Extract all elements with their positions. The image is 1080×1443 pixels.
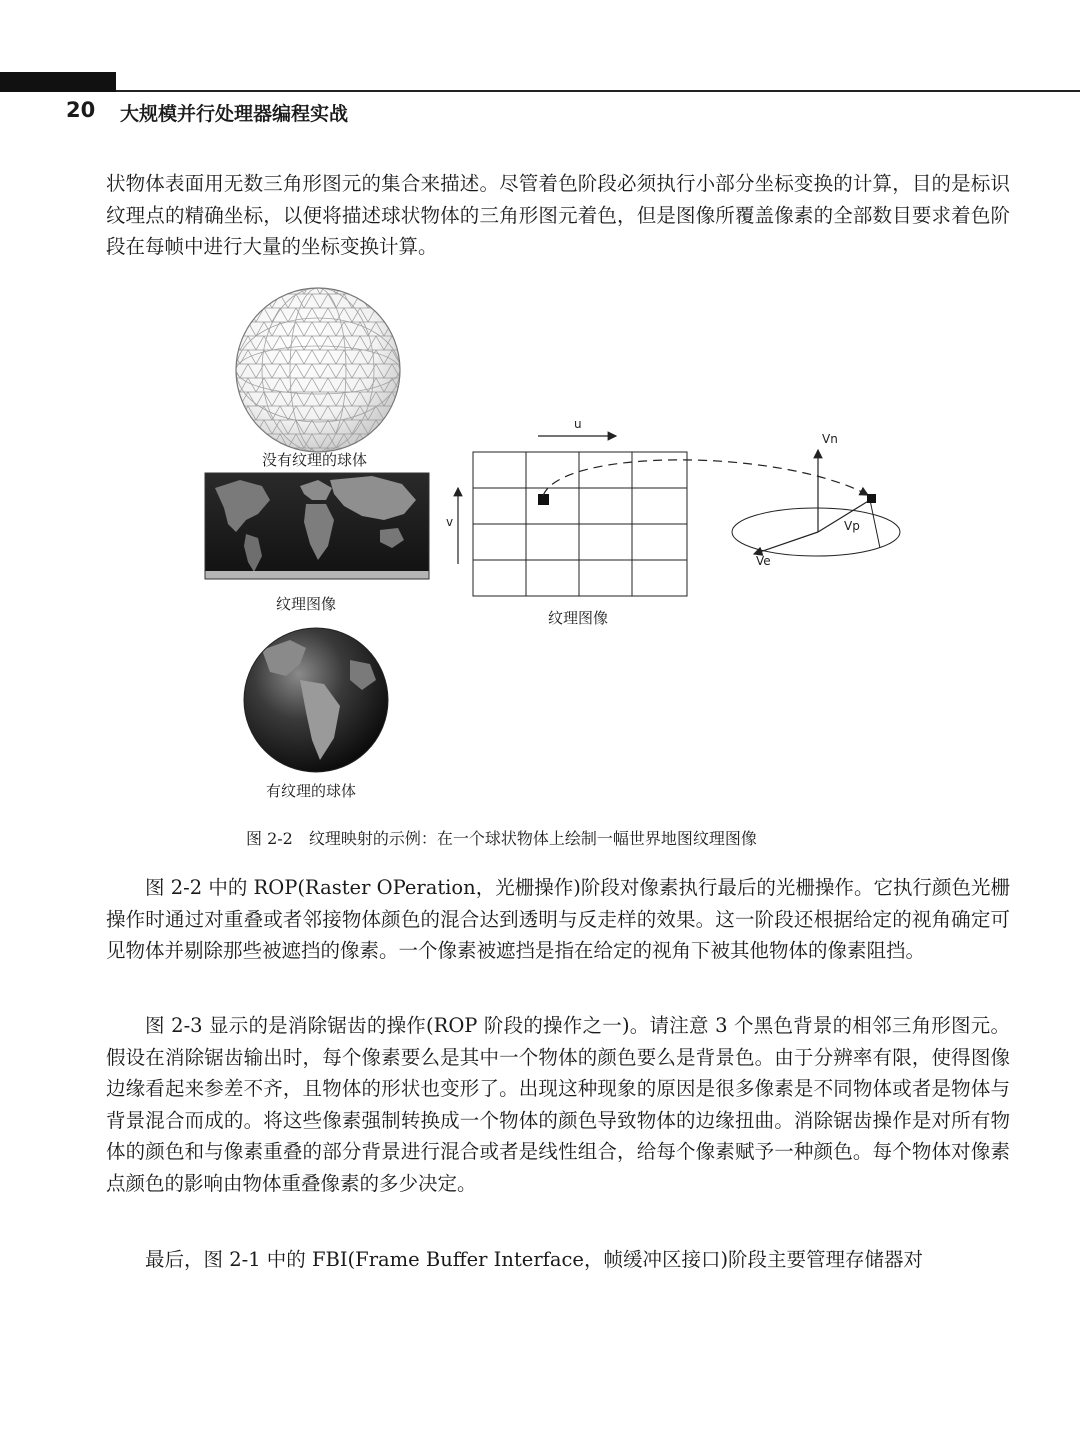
page-number: 20 <box>66 98 96 122</box>
textured-sphere-label: 有纹理的球体 <box>266 782 357 800</box>
vp-label: Vp <box>844 519 860 533</box>
mapping-arc <box>543 460 868 496</box>
body-paragraph: 图 2-3 显示的是消除锯齿的操作(ROP 阶段的操作之一)。请注意 3 个黑色背景的相邻三角形图元。假设在消除锯齿输出时，每个像素要么是其中一个物体的颜色要么是背景色。由于分辨率有限，使得图像边缘看起来参差不齐，且物体的形状也变形了。出现这种现象的原因是很多像素是不同物体或者是物体与背景混合而成的。将这些像素强制转换成一个物体的颜色导致物体的边缘扭曲。消除锯齿操作是对所有物体的颜色和与像素重叠的部分背景进行混合或者是线性组合，给每个像素赋予一种颜色。每个物体对像素点颜色的影响由物体重叠像素的多少决定。 <box>106 1014 1010 1195</box>
vn-label: Vn <box>822 432 838 446</box>
grid-image-label: 纹理图像 <box>548 609 609 627</box>
map-image-label: 纹理图像 <box>276 595 337 613</box>
v-label: v <box>446 515 454 529</box>
world-map-texture <box>205 473 429 579</box>
figure-caption: 图 2-2 纹理映射的示例：在一个球状物体上绘制一幅世界地图纹理图像 <box>246 829 757 848</box>
view-vector-diagram <box>732 450 900 556</box>
running-title: 大规模并行处理器编程实战 <box>120 103 349 125</box>
body-paragraph: 图 2-2 中的 ROP(Raster OPeration，光栅操作)阶段对像素执行最后的光栅操作。它执行颜色光栅操作时通过对重叠或者邻接物体颜色的混合达到透明与反走样的效果。这一阶段还根据给定的视角确定可见物体并剔除那些被遮挡的像素。一个像素被遮挡是指在给定的视角下被其他物体的像素阻挡。 <box>106 876 1010 962</box>
body-paragraph: 最后，图 2-1 中的 FBI(Frame Buffer Interface，帧缓冲区接口)阶段主要管理存储器对 <box>145 1248 924 1271</box>
ve-label: Ve <box>756 554 771 568</box>
plain-sphere-label: 没有纹理的球体 <box>262 451 368 469</box>
wireframe-sphere <box>230 280 410 460</box>
u-label: u <box>574 417 582 431</box>
intro-paragraph: 状物体表面用无数三角形图元的集合来描述。尽管着色阶段必须执行小部分坐标变换的计算，目的是标识纹理点的精确坐标，以便将描述球状物体的三角形图元着色，但是图像所覆盖像素的全部数目要求着色阶段在每帧中进行大量的坐标变换计算。 <box>106 172 1010 258</box>
textured-sphere <box>244 628 388 772</box>
texture-grid <box>473 452 687 596</box>
